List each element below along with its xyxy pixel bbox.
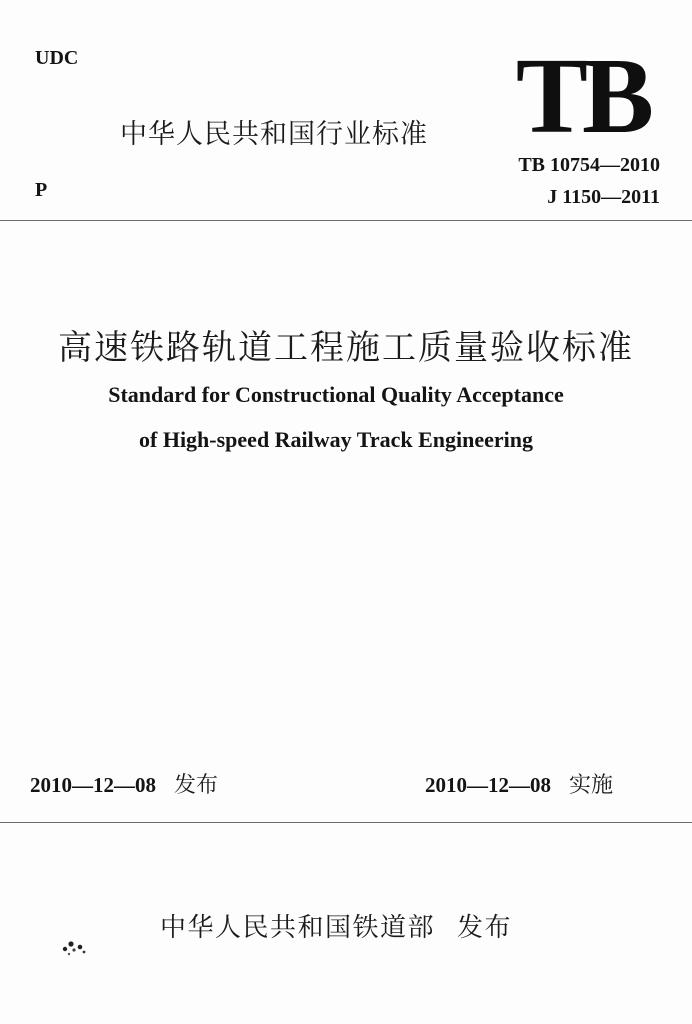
bottom-divider — [0, 822, 692, 823]
category-label: P — [35, 179, 48, 201]
top-divider — [0, 220, 692, 221]
title-chinese: 高速铁路轨道工程施工质量验收标准 — [58, 328, 634, 368]
railway-emblem-icon — [60, 938, 88, 958]
standard-code-tb: TB 10754—2010 — [518, 154, 660, 176]
issue-date-row — [30, 770, 218, 803]
effective-date: 2010—12—08 — [425, 773, 551, 797]
issue-label: 发布 — [174, 773, 219, 798]
standard-type: 中华人民共和国行业标准 — [120, 119, 428, 150]
tb-logo: TB — [515, 37, 648, 156]
issue-date: 2010—12—08 — [30, 773, 156, 797]
effective-label: 实施 — [569, 773, 614, 798]
title-english-line2: of High-speed Railway Track Engineering — [139, 427, 533, 452]
publisher — [160, 911, 512, 948]
effective-date-row — [425, 770, 613, 803]
publisher-name: 中华人民共和国铁道部 — [160, 913, 436, 943]
udc-label: UDC — [35, 47, 79, 69]
title-english-line1: Standard for Constructional Quality Acceptance — [108, 382, 564, 407]
standard-code-j: J 1150—2011 — [547, 186, 660, 208]
publisher-label: 发布 — [457, 913, 513, 943]
standard-codes — [518, 149, 660, 213]
